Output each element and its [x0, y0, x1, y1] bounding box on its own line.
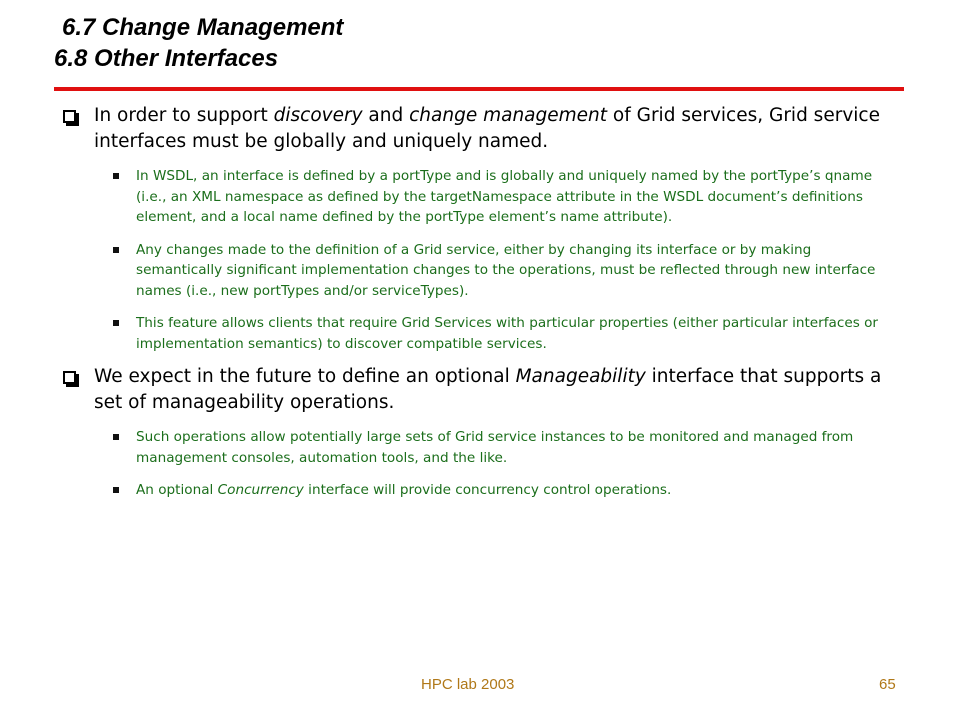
- sub-bullet-1-3: [60, 313, 900, 354]
- sub-bullet-2-2-text-a: An optional: [136, 482, 218, 498]
- sub-bullet-1-3-text: This feature allows clients that require Grid Services with particular properties (either particular interfaces or implementation semantics) to discover compatible services.: [136, 315, 879, 352]
- slide-body: [60, 103, 900, 501]
- sub-bullet-2-2-emph-concurrency: Concurrency: [217, 482, 304, 498]
- bullet-1: [60, 103, 900, 155]
- slide-title-line2: 6.8 Other Interfaces: [54, 45, 279, 72]
- sub-bullet-1-1-text: In WSDL, an interface is defined by a portType and is globally and uniquely named by the portType’s qname (i.e., an XML namespace as defined by the targetNamespace attribute in the WSDL document’s definitions element, and a local name defined by the portType element’s name attribute).: [136, 168, 873, 225]
- bullet-1-text-b: and: [362, 105, 410, 126]
- bullet-1-emph-discovery: discovery: [273, 105, 363, 126]
- sub-bullet-1-2-text: Any changes made to the definition of a Grid service, either by changing its interface or by making semantically significant implementation changes to the operations, must be reflected through new interface names (i.e., new portTypes and/or serviceTypes).: [136, 241, 876, 299]
- bullet-2-emph-manageability: Manageability: [515, 366, 646, 387]
- square-bullet-icon: [113, 487, 119, 493]
- bullet-1-text-c: of Grid services, Grid service interfaces must be globally and uniquely named.: [94, 105, 880, 152]
- bullet-2-text-b: interface that supports a set of manageability operations.: [94, 366, 882, 413]
- checkbox-bullet-icon: [63, 371, 76, 384]
- sub-bullet-1-2: [60, 240, 900, 302]
- slide-page-number: 65: [879, 676, 896, 693]
- sub-bullet-2-2: [60, 480, 900, 501]
- square-bullet-icon: [113, 434, 119, 440]
- bullet-1-emph-change-management: change management: [409, 105, 608, 126]
- square-bullet-icon: [113, 173, 119, 179]
- bullet-2-text-a: We expect in the future to define an optional: [94, 366, 516, 387]
- square-bullet-icon: [113, 320, 119, 326]
- bullet-1-text-a: In order to support: [94, 105, 274, 126]
- square-bullet-icon: [113, 247, 119, 253]
- slide-title-line1: 6.7 Change Management: [62, 14, 344, 41]
- sub-bullet-1-1: [60, 166, 900, 228]
- footer-lab-label: HPC lab 2003: [421, 676, 515, 693]
- sub-bullet-2-2-text-b: interface will provide concurrency control operations.: [303, 482, 672, 498]
- sub-bullet-2-1: [60, 427, 900, 468]
- sub-bullet-2-1-text: Such operations allow potentially large sets of Grid service instances to be monitored and managed from management consoles, automation tools, and the like.: [136, 429, 854, 466]
- title-divider: [54, 87, 904, 91]
- bullet-2: [60, 364, 900, 416]
- checkbox-bullet-icon: [63, 110, 76, 123]
